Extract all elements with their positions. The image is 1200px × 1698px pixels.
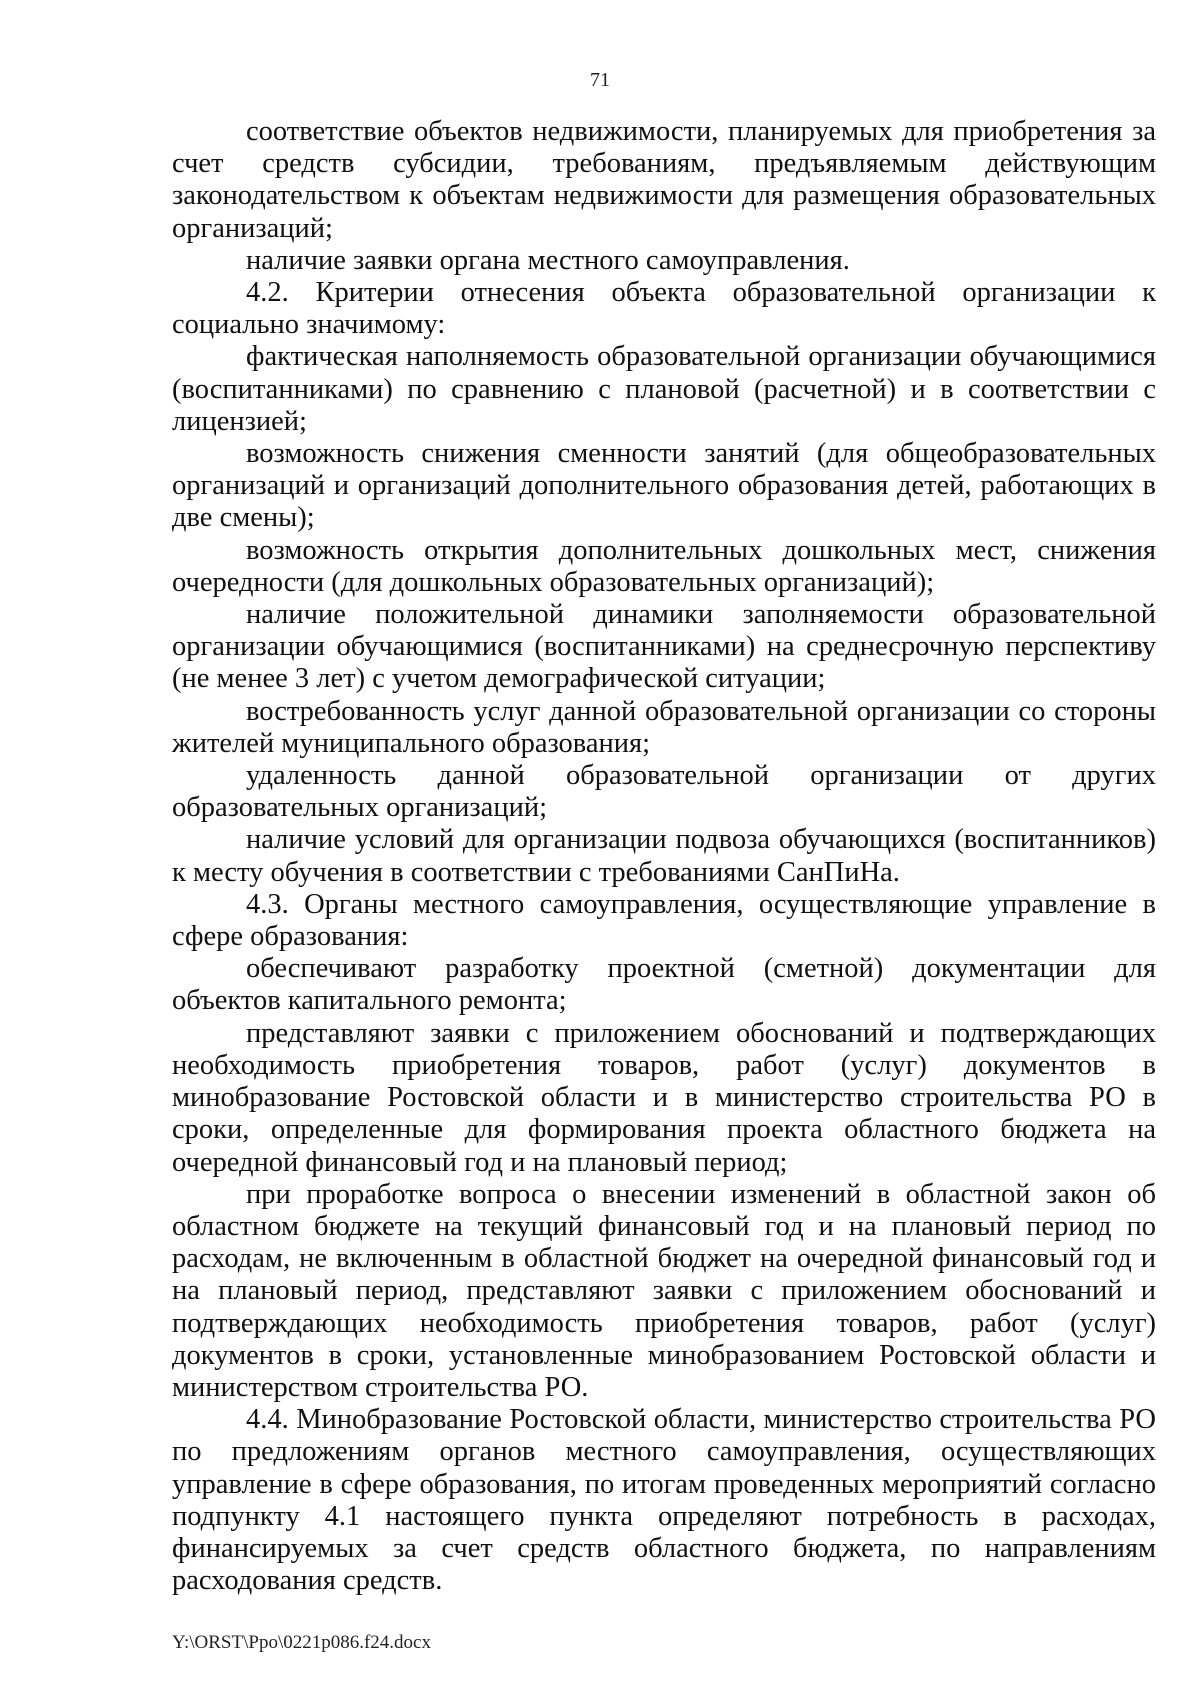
page-number: 71 [590, 69, 610, 91]
paragraph: при проработке вопроса о внесении изменений в областной закон об областном бюджете на текущий финансовый год и на плановый период по расходам, не включенным в областной бюджет на очередной финансовый год и на плановый период, представляют заявки с приложением обоснований и подтверждающих необходимость приобретения товаров, работ (услуг) документов в сроки, установленные минобразованием Ростовской области и министерством строительства РО. [172, 1178, 1156, 1403]
paragraph: обеспечивают разработку проектной (сметной) документации для объектов капитального ремонта; [172, 953, 1156, 1017]
paragraph: наличие условий для организации подвоза обучающихся (воспитанников) к месту обучения в соответствии с требованиями СанПиНа. [172, 824, 1156, 888]
paragraph: наличие положительной динамики заполняемости образовательной организации обучающимися (воспитанниками) на среднесрочную перспективу (не менее 3 лет) с учетом демографической ситуации; [172, 599, 1156, 695]
paragraph: 4.3. Органы местного самоуправления, осуществляющие управление в сфере образования: [172, 888, 1156, 953]
document-body [172, 116, 1156, 1597]
paragraph: востребованность услуг данной образовательной организации со стороны жителей муниципального образования; [172, 695, 1156, 759]
paragraph: удаленность данной образовательной организации от других образовательных организаций; [172, 760, 1156, 824]
paragraph: возможность открытия дополнительных дошкольных мест, снижения очередности (для дошкольных образовательных организаций); [172, 534, 1156, 598]
paragraph: фактическая наполняемость образовательной организации обучающимися (воспитанниками) по сравнению с плановой (расчетной) и в соответствии с лицензией; [172, 341, 1156, 437]
footer-file-path: Y:\ORST\Ppo\0221p086.f24.docx [172, 1632, 431, 1653]
paragraph: соответствие объектов недвижимости, планируемых для приобретения за счет средств субсидии, требованиям, предъявляемым действующим законодательством к объектам недвижимости для размещения образовательных организаций; [172, 116, 1156, 244]
paragraph: 4.2. Критерии отнесения объекта образовательной организации к социально значимому: [172, 277, 1156, 341]
paragraph: наличие заявки органа местного самоуправления. [246, 244, 850, 276]
paragraph: возможность снижения сменности занятий (для общеобразовательных организаций и организаций дополнительного образования детей, работающих в две смены); [172, 438, 1156, 534]
paragraph: представляют заявки с приложением обоснований и подтверждающих необходимость приобретения товаров, работ (услуг) документов в минобразование Ростовской области и в министерство строительства РО в сроки, определенные для формирования проекта областного бюджета на очередной финансовый год и на плановый период; [172, 1017, 1156, 1178]
paragraph: 4.4. Минобразование Ростовской области, министерство строительства РО по предложениям органов местного самоуправления, осуществляющих управление в сфере образования, по итогам проведенных мероприятий согласно подпункту 4.1 настоящего пункта определяют потребность в расходах, финансируемых за счет средств областного бюджета, по направлениям расходования средств. [172, 1404, 1156, 1597]
